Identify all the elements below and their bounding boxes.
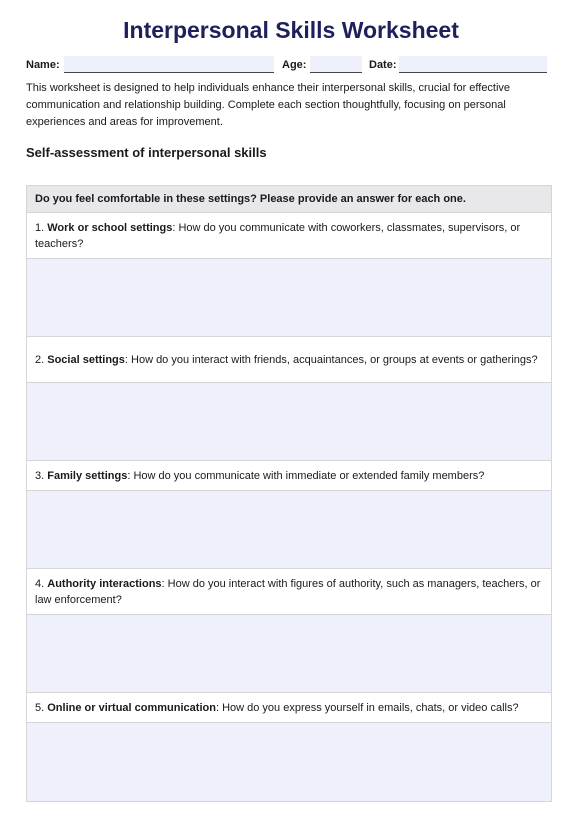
age-label: Age: [282,59,307,71]
question-number: 1. [35,221,45,234]
question-number: 4. [35,577,45,590]
answer-box-3[interactable] [27,491,551,569]
name-label: Name: [26,59,60,71]
question-number: 3. [35,469,45,482]
answer-box-4[interactable] [27,615,551,693]
age-field[interactable] [310,56,362,73]
question-1 [27,213,551,259]
question-number: 2. [35,353,45,366]
info-row [26,56,548,74]
questions-table [26,185,552,802]
question-3 [27,461,551,491]
question-2 [27,337,551,383]
question-text: : How do you communicate with coworkers, classmates, supervisors, or teachers? [35,221,521,250]
name-field[interactable] [64,56,274,73]
answer-box-5[interactable] [27,723,551,801]
question-topic: Online or virtual communication [47,701,216,714]
question-number: 5. [35,701,45,714]
question-topic: Family settings [47,469,128,482]
question-text: : How do you interact with friends, acquaintances, or groups at events or gatherings? [124,353,538,366]
question-text: : How do you express yourself in emails, chats, or video calls? [215,701,519,714]
answer-box-1[interactable] [27,259,551,337]
question-text: : How do you interact with figures of authority, such as managers, teachers, or law enforcement? [35,577,541,606]
question-topic: Social settings [47,353,125,366]
question-topic: Authority interactions [47,577,162,590]
page-title: Interpersonal Skills Worksheet [123,17,459,43]
section-heading: Self-assessment of interpersonal skills [26,145,267,160]
intro-paragraph: This worksheet is designed to help individuals enhance their interpersonal skills, crucial for effective communication and relationship building. Complete each section thoughtfully, focusing on personal experiences and areas for improvement. [26,82,511,128]
date-field[interactable] [399,56,547,73]
question-4 [27,569,551,615]
table-header: Do you feel comfortable in these settings? Please provide an answer for each one. [27,186,551,213]
answer-box-2[interactable] [27,383,551,461]
question-topic: Work or school settings [47,221,173,234]
question-5 [27,693,551,723]
question-text: : How do you communicate with immediate or extended family members? [127,469,485,482]
date-label: Date: [369,59,397,71]
